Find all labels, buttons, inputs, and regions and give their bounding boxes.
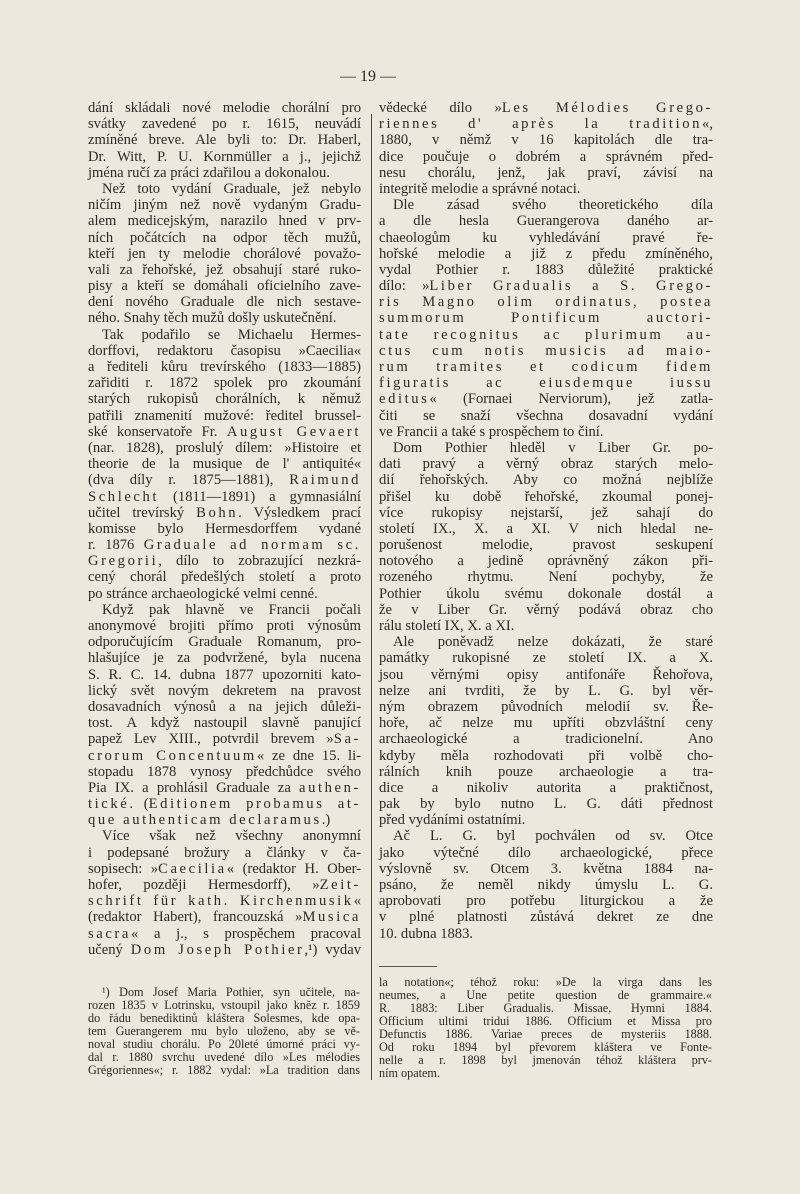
text-line: Než toto vydání Graduale, jež nebylo (102, 180, 361, 197)
text-line: pisy a kteří se domáhali oficielního zave- (88, 278, 361, 295)
text-line: rálu století IX, X. a XI. (379, 618, 515, 634)
text-line: archaeologické a tradicionelní. Ano (379, 731, 713, 748)
text-line: ním opatem. (379, 1066, 440, 1080)
text-line: la notation«; téhož roku: »De la virga dans les (379, 975, 712, 989)
text-line: sacra« a j., s prospěchem pracoval (88, 925, 361, 942)
text-line: svátky zavedené po r. 1615, neuvádí (88, 116, 361, 133)
text-line: pak by bylo nutno L. G. dáti přednost (379, 796, 713, 813)
paragraph (379, 197, 713, 440)
paragraph (88, 327, 361, 602)
footnote-separator (379, 966, 437, 967)
text-line: hoře, ač nelze mu upříti obzvláštní ceny (379, 715, 713, 732)
text-line: čiti se snaží všechna dosavadní vydání (379, 407, 713, 424)
text-line: theorie de la musique de l' antiquité« (88, 456, 361, 473)
text-line: integritě melodie a správné notaci. (379, 180, 581, 197)
text-line: vali za řehořské, jež obsahují staré ruko- (88, 261, 361, 278)
text-line: nesu chorálu, jenž, jak praví, závisí na (379, 164, 713, 181)
text-line: starých rukopisů chorálních, k němuž (88, 391, 361, 408)
text-line: 10. dubna 1883. (379, 925, 474, 942)
text-line (379, 343, 713, 359)
text-line: Pia IX. a prohlásil Graduale za authen- (88, 779, 361, 796)
paragraph (379, 976, 712, 1080)
text-line: psáno, že neměl nikdy úmyslu L. G. (379, 877, 713, 893)
text-line: a řediteli kůru trevírského (1833—1885) (88, 359, 361, 375)
paragraph (379, 100, 713, 197)
paragraph (88, 602, 361, 829)
text-line: jména ručí za práci zdařilou a dokonalou. (88, 164, 330, 181)
text-line: tost. A když nastoupil slavně panující (88, 715, 361, 732)
text-line: nelle a r. 1898 byl jmenován téhož kláštera prv- (379, 1053, 712, 1067)
text-line: ným obrazem původních melodií sv. Ře- (379, 698, 713, 715)
spaced-emphasis: Liber Gradualis a S. Grego- (429, 278, 713, 295)
paragraph (88, 828, 361, 958)
text-line: před vydáními ostatními. (379, 812, 526, 829)
text-line: dání skládali nové melodie chorální pro (88, 100, 361, 116)
spaced-emphasis: Schlecht (88, 488, 160, 505)
text-line: ného. Snahy těch mužů došly uskutečnění. (88, 310, 337, 327)
spaced-emphasis: sacra (88, 925, 131, 942)
text-line: sopisech: »Caecilia« (redaktor H. Ober- (88, 860, 362, 877)
text-line: chaeologům ku vyhledávání pravé ře- (379, 229, 713, 246)
text-line (379, 294, 713, 310)
text-line: učený Dom Joseph Pothier,¹) vydav (88, 941, 361, 958)
footnote-left (88, 986, 360, 1077)
spaced-emphasis: tate recognitus ac plurimum au- (379, 326, 713, 343)
text-line: že v Liber Gr. věrný podává obraz cho (379, 601, 713, 618)
text-line: i podepsané brožury a články v ča- (88, 844, 361, 861)
spaced-emphasis: que authenticam declaramus (88, 812, 322, 829)
text-line: hořské melodie a již z předu zmíněného, (379, 245, 713, 262)
text-line: rálních knih pouze archaeologie a tra- (379, 763, 713, 780)
text-line: rozen 1835 v Lotrinsku, vstoupil jako kněz r. 1859 (88, 998, 360, 1012)
text-line: kdyby měla rozhodovati při volbě cho- (379, 747, 713, 764)
text-line: editus« (Fornaei Nerviorum), jež zatla- (379, 391, 713, 408)
text-line: porušenost melodie, pravost seskupení (379, 537, 713, 554)
text-line: učitel trevírský Bohn. Výsledkem prací (88, 504, 361, 521)
text-line: dati pravý a věrný obraz starých melo- (379, 456, 713, 473)
text-line: komisse bylo Hermesdorffem vydané (88, 520, 361, 537)
text-line: cený chorál předešlých století a proto (88, 569, 361, 586)
text-line: que authenticam declaramus.) (88, 812, 331, 829)
text-line: po stránce archaeologické velmi cenné. (88, 585, 318, 602)
paragraph (379, 828, 713, 941)
spaced-emphasis: summorum Pontificum auctori- (379, 310, 713, 327)
text-line: jsou věrnými opisy antifonáře Řehořova, (379, 666, 713, 683)
text-line: 1880, v němž v 16 kapitolách dle tra- (379, 132, 713, 149)
spaced-emphasis: Editionem probamus at- (148, 796, 361, 813)
spaced-emphasis: schrift für kath. Kirchenmusik (88, 893, 354, 910)
text-line: dií řehořských. Aby co možná nejblíže (379, 472, 713, 489)
text-line: zmíněné breve. Ale byli to: Dr. Haberl, (88, 132, 361, 149)
text-line: r. 1876 Graduale ad normam sc. (88, 537, 362, 554)
text-line (379, 327, 713, 343)
text-line: patřili znamenití mužové: ředitel brussel- (88, 407, 361, 424)
text-line: Pothier úkolu svému dokonale dostál a (379, 585, 713, 602)
text-line: a dle hesla Guerangerova daného ar- (379, 213, 713, 230)
text-line: Defunctis 1886. Variae preces de mysteriis 1888. (379, 1027, 712, 1041)
spaced-emphasis: riennes d' après la tradition (379, 116, 703, 133)
paragraph (88, 986, 360, 1077)
text-line: Grégoriennes«; r. 1882 vydal: »La tradition dans (88, 1063, 360, 1077)
text-line: více rukopisy nejstarší, jež sahají do (379, 504, 713, 521)
text-line: Ale poněvadž nelze dokázati, že staré (393, 634, 713, 651)
text-line: dosavadních výnosů a na jejich důleži- (88, 698, 361, 715)
text-line: rozeného rhytmu. Není pochyby, že (379, 569, 713, 586)
spaced-emphasis: figuratis ac eiusdemque iussu (379, 375, 713, 392)
spaced-emphasis: rum tramites et codicum fidem (379, 359, 713, 375)
spaced-emphasis: Raimund (289, 472, 361, 489)
paragraph (379, 634, 713, 828)
text-line: hlašujíce je za podvržené, byla nucena (88, 650, 361, 667)
paragraph (88, 100, 361, 181)
text-line: (dva díly r. 1875—1881), Raimund (88, 472, 361, 489)
text-line: dení nového Graduale dle nich sestave- (88, 294, 361, 311)
text-line: odporučujícím Graduale Romanum, pro- (88, 634, 361, 651)
spaced-emphasis: Sa- (333, 731, 361, 748)
spaced-emphasis: Graduale ad normam sc. (143, 537, 362, 554)
text-line (379, 310, 713, 326)
text-line: lický svět novým dekretem na pravost (88, 682, 361, 699)
text-line: přišel ku době řehořské, zkoumal ponej- (379, 488, 713, 505)
text-line: výslovně sv. Otcem 3. května 1884 na- (379, 860, 713, 877)
text-line: noval studiu chorálu. Po 20leté úmorné práci vy- (88, 1037, 360, 1051)
page-number: — 19 — (340, 68, 396, 85)
text-line: památky rukopisné ze století IX. a X. (379, 650, 713, 667)
text-line: dorffovi, redaktoru časopisu »Caecilia« (88, 342, 361, 359)
spaced-emphasis: ris Magno olim ordinatus, postea (379, 294, 713, 311)
text-line: neumes, a Une petite question de grammaire.« (379, 988, 712, 1002)
text-line: nelze ani tvrditi, že by L. G. byl věr- (379, 682, 713, 699)
text-line: tické. (Editionem probamus at- (88, 796, 361, 813)
spaced-emphasis: Musica (302, 909, 361, 926)
text-line: R. 1883: Liber Gradualis. Missae, Hymni 1884. (379, 1001, 712, 1015)
right-column (379, 100, 713, 942)
text-line: dílo: »Liber Gradualis a S. Grego- (379, 278, 713, 295)
text-line: papež Lev XIII., potvrdil brevem »Sa- (88, 731, 361, 748)
spaced-emphasis: Gregorii (88, 553, 159, 570)
text-line: stopadu 1878 vynosy předchůdce svého (88, 763, 361, 780)
text-line: (redaktor Habert), francouzská »Musica (88, 909, 361, 926)
text-line: dice a nikoliv autorita a praktičnost, (379, 779, 713, 796)
text-line: crorum Concentuum« ze dne 15. li- (88, 747, 361, 764)
text-line: jako výtečné dílo archaeologické, přece (379, 844, 713, 861)
text-line: ¹) Dom Josef Maria Pothier, syn učitele, na- (102, 985, 360, 999)
text-line: notového a jedině oprávněný zákon při- (379, 553, 713, 570)
text-line: v plné platnosti zůstává dekret ze dne (379, 909, 713, 926)
text-line: Více však než všechny anonymní (102, 828, 361, 845)
text-line: anonymové brojiti přímo proti výnosům (88, 618, 361, 634)
spaced-emphasis: authen- (299, 779, 361, 796)
text-line: (nar. 1828), proslulý dílem: »Histoire et (88, 439, 361, 456)
spaced-emphasis: Caecilia (158, 860, 227, 877)
text-line: aprobovati pro potřebu liturgickou a že (379, 893, 713, 910)
text-line: století IX., X. a XI. V nich hledal ne- (379, 520, 713, 537)
text-line: ních počátcích na odpor těch mužů, (88, 229, 361, 246)
paragraph (379, 440, 713, 634)
text-line (379, 359, 713, 375)
spaced-emphasis: Les Mélodies Grego- (501, 100, 713, 116)
text-line: Od roku 1894 byl převorem kláštera ve Fonte- (379, 1040, 712, 1054)
text-line (379, 375, 713, 391)
text-line: Dom Pothier hleděl v Liber Gr. po- (393, 439, 713, 456)
text-line: S. R. C. 14. dubna 1877 upozorniti kato- (88, 666, 361, 683)
text-line: ničím jiným než nově vydaným Gradu- (88, 197, 361, 214)
text-line: Tak podařilo se Michaelu Hermes- (102, 326, 361, 343)
spaced-emphasis: Bohn (196, 504, 239, 521)
text-line: Officium ultimi tridui 1886. Officium et Missa pro (379, 1014, 712, 1028)
text-line: Schlecht (1811—1891) a gymnasiální (88, 488, 361, 505)
text-line: do řádu benediktinů kláštera Solesmes, kde opa- (88, 1011, 360, 1025)
text-line: tem Guerangerem mu bylo uloženo, aby se vě- (88, 1024, 360, 1038)
text-line: dal r. 1880 svrchu uvedené dílo »Les mélodies (88, 1050, 360, 1064)
text-line: alem medicejským, narazilo hned v prv- (88, 213, 361, 230)
spaced-emphasis: August Gevaert (226, 423, 361, 440)
text-line: Dr. Witt, P. U. Kornmüller a j., jejichž (88, 148, 361, 165)
text-line: Ač L. G. byl pochválen od sv. Otce (393, 828, 713, 845)
text-line: vědecké dílo »Les Mélodies Grego- (379, 100, 713, 116)
text-line: hofer, později Hermesdorff), »Zeit- (88, 877, 361, 893)
text-line: Dle zásad svého theoretického díla (393, 197, 713, 214)
spaced-emphasis: ctus cum notis musicis ad maio- (379, 342, 713, 359)
footnote-right (379, 976, 712, 1080)
left-column (88, 100, 361, 958)
text-line: vydal Pothier r. 1883 důležité praktické (379, 261, 713, 278)
text-line: Když pak hlavně ve Francii počali (102, 601, 361, 618)
text-line: kteří jen ty melodie chorálové považo- (88, 245, 361, 262)
text-line: schrift für kath. Kirchenmusik« (88, 893, 361, 910)
text-line: Gregorii, dílo to zobrazující nezkrá- (88, 553, 361, 570)
spaced-emphasis: crorum Concentuum (88, 747, 257, 764)
text-line: riennes d' après la tradition«, (379, 116, 713, 133)
text-line: dice poučuje o dobrém a správném před- (379, 148, 713, 165)
spaced-emphasis: Zeit- (319, 877, 361, 893)
spaced-emphasis: editus (379, 391, 430, 408)
text-line: ve Francii a také s prospěchem to činí. (379, 423, 604, 440)
column-divider (371, 114, 372, 1080)
text-line: ské konservatoře Fr. August Gevaert (88, 423, 361, 440)
paragraph (88, 181, 361, 327)
spaced-emphasis: Dom Joseph Pothier (130, 941, 305, 958)
spaced-emphasis: tické (88, 796, 130, 813)
text-line: zařiditi r. 1872 spolek pro zkoumání (88, 375, 361, 392)
